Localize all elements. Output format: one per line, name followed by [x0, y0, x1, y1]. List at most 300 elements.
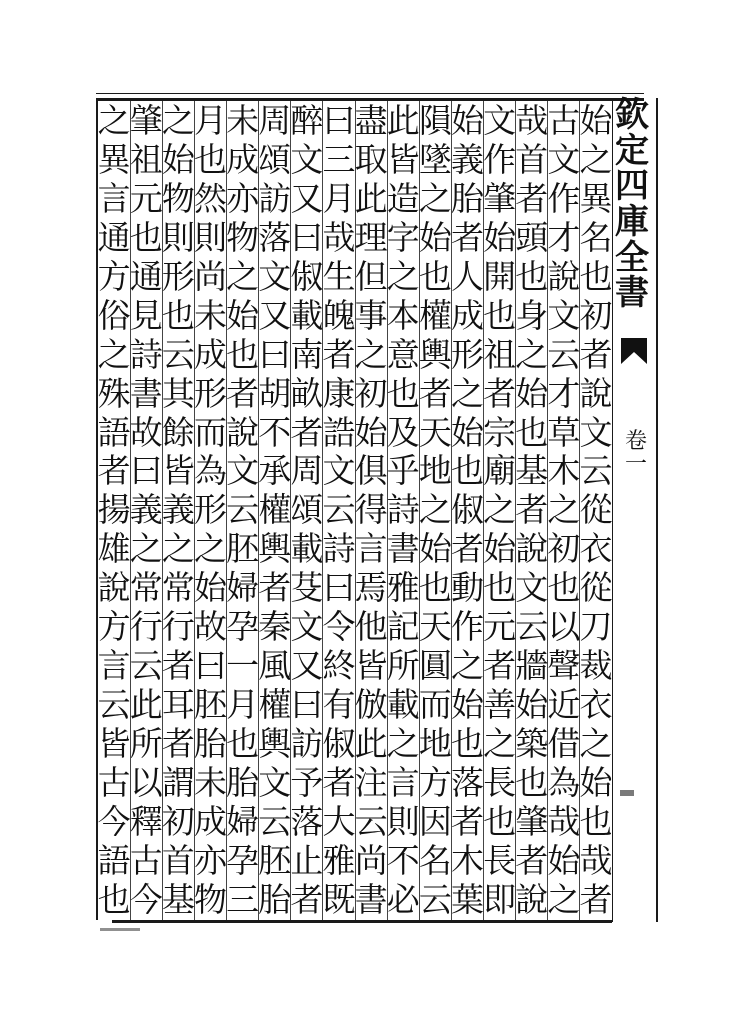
text-char: 云 — [547, 334, 581, 374]
text-char: 終 — [322, 646, 356, 686]
text-char: 常 — [161, 568, 195, 608]
text-char: 權 — [258, 490, 292, 530]
text-char: 者 — [515, 840, 549, 880]
text-char: 周 — [290, 451, 324, 491]
text-char: 曰 — [322, 101, 356, 140]
text-char: 以 — [129, 762, 163, 802]
text-char: 物 — [161, 178, 195, 218]
text-char: 之 — [450, 373, 484, 413]
text-char: 開 — [483, 256, 517, 296]
text-char: 之 — [579, 139, 613, 179]
text-char: 詩 — [386, 490, 420, 530]
text-char: 餘 — [161, 412, 195, 452]
text-char: 廟 — [483, 451, 517, 491]
text-char: 說 — [515, 529, 549, 569]
text-char: 始 — [418, 217, 452, 257]
text-char: 長 — [483, 762, 517, 802]
text-char: 言 — [97, 646, 131, 686]
text-char: 皆 — [354, 646, 388, 686]
text-char: 未 — [193, 762, 227, 802]
text-char: 才 — [547, 217, 581, 257]
text-char: 也 — [579, 256, 613, 296]
text-char: 也 — [515, 412, 549, 452]
text-char: 草 — [547, 412, 581, 452]
text-char: 語 — [97, 412, 131, 452]
text-char: 牆 — [515, 646, 549, 686]
book-title-char: 庫 — [615, 202, 649, 243]
text-char: 者 — [450, 801, 484, 841]
text-char: 也 — [483, 568, 517, 608]
text-char: 始 — [579, 762, 613, 802]
text-char: 成 — [450, 295, 484, 335]
text-char: 輿 — [418, 334, 452, 374]
text-char: 曰 — [258, 334, 292, 374]
text-char: 云 — [258, 801, 292, 841]
text-char: 始 — [515, 373, 549, 413]
text-char: 之 — [97, 101, 131, 140]
text-char: 落 — [258, 217, 292, 257]
text-char: 文 — [290, 139, 324, 179]
text-char: 言 — [97, 178, 131, 218]
text-char: 曰 — [290, 685, 324, 725]
text-char: 之 — [450, 646, 484, 686]
text-char: 作 — [547, 178, 581, 218]
text-char: 也 — [547, 568, 581, 608]
text-char: 此 — [129, 685, 163, 725]
text-char: 始 — [483, 529, 517, 569]
text-char: 者 — [161, 646, 195, 686]
text-char: 義 — [450, 139, 484, 179]
text-char: 始 — [547, 840, 581, 880]
text-char: 風 — [258, 646, 292, 686]
text-char: 尚 — [193, 256, 227, 296]
text-char: 未 — [193, 295, 227, 335]
text-char: 圓 — [418, 646, 452, 686]
text-char: 文 — [547, 295, 581, 335]
text-char: 人 — [450, 256, 484, 296]
book-title-char: 定 — [615, 130, 649, 171]
text-char: 哉 — [579, 840, 613, 880]
text-char: 權 — [258, 685, 292, 725]
text-char: 故 — [129, 412, 163, 452]
text-char: 者 — [226, 373, 260, 413]
text-char: 俶 — [290, 256, 324, 296]
text-char: 秦 — [258, 607, 292, 647]
text-char: 書 — [354, 879, 388, 919]
text-char: 也 — [226, 724, 260, 763]
text-char: 曰 — [193, 646, 227, 686]
text-char: 事 — [354, 295, 388, 335]
text-char: 之 — [579, 724, 613, 763]
text-char: 書 — [386, 529, 420, 569]
text-char: 肇 — [129, 101, 163, 140]
text-char: 婦 — [226, 568, 260, 608]
text-char: 為 — [193, 451, 227, 491]
text-char: 古 — [129, 840, 163, 880]
text-char: 魄 — [322, 295, 356, 335]
text-char: 落 — [450, 762, 484, 802]
text-char: 俶 — [450, 490, 484, 530]
text-char: 作 — [450, 607, 484, 647]
text-char: 之 — [418, 178, 452, 218]
text-char: 之 — [97, 334, 131, 374]
text-char: 尚 — [354, 840, 388, 880]
text-char: 月 — [322, 178, 356, 218]
text-char: 孕 — [226, 840, 260, 880]
text-char: 方 — [97, 256, 131, 296]
text-char: 則 — [193, 217, 227, 257]
text-char: 胎 — [226, 762, 260, 802]
text-char: 曰 — [129, 451, 163, 491]
text-char: 不 — [386, 840, 420, 880]
text-char: 必 — [386, 879, 420, 919]
text-char: 也 — [161, 295, 195, 335]
text-char: 近 — [547, 685, 581, 725]
text-char: 文 — [322, 451, 356, 491]
text-char: 胡 — [258, 373, 292, 413]
text-char: 初 — [579, 295, 613, 335]
text-char: 物 — [193, 879, 227, 919]
text-char: 有 — [322, 685, 356, 725]
text-char: 所 — [129, 724, 163, 763]
text-char: 芟 — [290, 568, 324, 608]
text-char: 者 — [161, 724, 195, 763]
text-char: 然 — [193, 178, 227, 218]
text-char: 及 — [386, 412, 420, 452]
text-char: 文 — [290, 607, 324, 647]
text-char: 名 — [579, 217, 613, 257]
text-char: 物 — [226, 217, 260, 257]
text-char: 頭 — [515, 217, 549, 257]
text-char: 文 — [226, 451, 260, 491]
text-char: 也 — [450, 451, 484, 491]
text-char: 輿 — [258, 529, 292, 569]
text-char: 之 — [354, 334, 388, 374]
text-char: 誥 — [322, 412, 356, 452]
text-char: 也 — [129, 217, 163, 257]
text-char: 始 — [579, 101, 613, 140]
text-char: 載 — [290, 529, 324, 569]
text-char: 也 — [579, 801, 613, 841]
text-char: 始 — [450, 101, 484, 140]
text-char: 木 — [547, 451, 581, 491]
text-char: 者 — [450, 217, 484, 257]
text-char: 雅 — [386, 568, 420, 608]
text-char: 記 — [386, 607, 420, 647]
text-char: 始 — [450, 685, 484, 725]
text-char: 木 — [450, 840, 484, 880]
text-char: 異 — [97, 139, 131, 179]
text-char: 天 — [418, 607, 452, 647]
text-char: 也 — [515, 256, 549, 296]
text-char: 說 — [579, 373, 613, 413]
text-char: 也 — [515, 762, 549, 802]
text-char: 云 — [515, 607, 549, 647]
text-char: 言 — [354, 529, 388, 569]
text-char: 大 — [322, 801, 356, 841]
text-char: 胎 — [258, 879, 292, 919]
text-char: 者 — [515, 178, 549, 218]
text-char: 築 — [515, 724, 549, 763]
text-char: 他 — [354, 607, 388, 647]
text-char: 始 — [161, 139, 195, 179]
text-char: 也 — [483, 801, 517, 841]
text-char: 祖 — [483, 334, 517, 374]
text-char: 說 — [97, 568, 131, 608]
text-char: 此 — [386, 101, 420, 140]
text-char: 行 — [161, 607, 195, 647]
text-char: 地 — [418, 451, 452, 491]
text-char: 文 — [515, 568, 549, 608]
text-char: 載 — [290, 295, 324, 335]
text-char: 南 — [290, 334, 324, 374]
text-char: 哉 — [547, 801, 581, 841]
text-char: 皆 — [386, 139, 420, 179]
text-char: 文 — [483, 101, 517, 140]
text-char: 者 — [322, 334, 356, 374]
text-char: 之 — [386, 256, 420, 296]
text-char: 從 — [579, 568, 613, 608]
text-char: 雅 — [322, 840, 356, 880]
text-char: 地 — [418, 724, 452, 763]
text-char: 者 — [290, 412, 324, 452]
text-char: 始 — [483, 217, 517, 257]
text-char: 方 — [97, 607, 131, 647]
text-char: 畝 — [290, 373, 324, 413]
text-char: 云 — [161, 334, 195, 374]
text-char: 者 — [322, 762, 356, 802]
text-char: 也 — [450, 724, 484, 763]
text-char: 者 — [97, 451, 131, 491]
text-char: 耳 — [161, 685, 195, 725]
text-char: 字 — [386, 217, 420, 257]
text-char: 注 — [354, 762, 388, 802]
text-char: 婦 — [226, 801, 260, 841]
text-column — [93, 101, 136, 919]
text-char: 初 — [354, 373, 388, 413]
text-char: 此 — [354, 178, 388, 218]
text-char: 又 — [290, 178, 324, 218]
text-char: 之 — [547, 879, 581, 919]
text-char: 也 — [483, 295, 517, 335]
text-char: 但 — [354, 256, 388, 296]
text-char: 輿 — [258, 724, 292, 763]
text-char: 胎 — [450, 178, 484, 218]
text-char: 形 — [161, 256, 195, 296]
text-char: 又 — [290, 646, 324, 686]
text-char: 訪 — [258, 178, 292, 218]
text-char: 動 — [450, 568, 484, 608]
text-char: 從 — [579, 490, 613, 530]
text-char: 名 — [418, 840, 452, 880]
text-char: 說 — [547, 256, 581, 296]
text-char: 云 — [129, 646, 163, 686]
text-char: 常 — [129, 568, 163, 608]
text-char: 衣 — [579, 685, 613, 725]
text-char: 詩 — [322, 529, 356, 569]
top-border-rule-thin — [96, 93, 644, 94]
text-char: 者 — [290, 879, 324, 919]
text-char: 始 — [226, 295, 260, 335]
text-char: 義 — [129, 490, 163, 530]
text-char: 未 — [226, 101, 260, 140]
text-char: 落 — [290, 801, 324, 841]
text-char: 載 — [386, 685, 420, 725]
text-char: 異 — [579, 178, 613, 218]
text-char: 書 — [129, 373, 163, 413]
text-char: 初 — [547, 529, 581, 569]
volume-label-char: 卷 — [624, 429, 647, 454]
text-char: 隕 — [418, 101, 452, 140]
text-char: 語 — [97, 840, 131, 880]
text-char: 亦 — [226, 178, 260, 218]
text-char: 胎 — [193, 724, 227, 763]
text-char: 善 — [483, 685, 517, 725]
scan-mark — [100, 928, 140, 931]
text-char: 殊 — [97, 373, 131, 413]
text-char: 也 — [226, 334, 260, 374]
text-char: 之 — [418, 490, 452, 530]
text-char: 者 — [579, 879, 613, 919]
text-char: 成 — [193, 801, 227, 841]
text-char: 揚 — [97, 490, 131, 530]
text-char: 胚 — [226, 529, 260, 569]
text-char: 形 — [450, 334, 484, 374]
text-char: 文 — [547, 139, 581, 179]
text-char: 則 — [161, 217, 195, 257]
text-char: 謂 — [161, 762, 195, 802]
text-char: 身 — [515, 295, 549, 335]
text-char: 古 — [547, 101, 581, 140]
text-char: 也 — [418, 568, 452, 608]
text-char: 故 — [193, 607, 227, 647]
text-char: 止 — [290, 840, 324, 880]
text-char: 也 — [386, 373, 420, 413]
text-char: 文 — [258, 256, 292, 296]
text-char: 才 — [547, 373, 581, 413]
text-char: 盡 — [354, 101, 388, 140]
text-char: 哉 — [515, 101, 549, 140]
text-char: 說 — [226, 412, 260, 452]
text-char: 則 — [386, 801, 420, 841]
text-char: 之 — [226, 256, 260, 296]
text-char: 肇 — [483, 178, 517, 218]
text-char: 云 — [418, 879, 452, 919]
text-char: 首 — [515, 139, 549, 179]
text-char: 刀 — [579, 607, 613, 647]
book-title-char: 四 — [615, 166, 649, 207]
text-char: 亦 — [193, 840, 227, 880]
text-char: 詩 — [129, 334, 163, 374]
scan-mark — [620, 790, 634, 796]
text-char: 不 — [258, 412, 292, 452]
text-char: 墜 — [418, 139, 452, 179]
text-char: 云 — [322, 490, 356, 530]
text-char: 胚 — [258, 840, 292, 880]
margin-divider-right — [656, 98, 658, 922]
text-char: 乎 — [386, 451, 420, 491]
text-char: 始 — [354, 412, 388, 452]
text-char: 首 — [161, 840, 195, 880]
text-char: 理 — [354, 217, 388, 257]
text-char: 意 — [386, 334, 420, 374]
text-char: 之 — [129, 529, 163, 569]
book-title-char: 全 — [615, 237, 649, 278]
text-char: 頌 — [258, 139, 292, 179]
text-char: 云 — [226, 490, 260, 530]
text-char: 也 — [97, 879, 131, 919]
text-char: 又 — [258, 295, 292, 335]
text-char: 者 — [483, 646, 517, 686]
text-char: 形 — [193, 373, 227, 413]
text-char: 成 — [193, 334, 227, 374]
text-char: 一 — [226, 646, 260, 686]
text-char: 者 — [450, 529, 484, 569]
text-char: 者 — [483, 373, 517, 413]
text-char: 本 — [386, 295, 420, 335]
text-char: 釋 — [129, 801, 163, 841]
text-char: 皆 — [161, 451, 195, 491]
text-char: 所 — [386, 646, 420, 686]
text-char: 予 — [290, 762, 324, 802]
text-char: 此 — [354, 724, 388, 763]
book-title-char: 欽 — [615, 95, 649, 135]
text-char: 今 — [97, 801, 131, 841]
text-char: 生 — [322, 256, 356, 296]
text-char: 月 — [193, 101, 227, 140]
text-char: 成 — [226, 139, 260, 179]
text-char: 俶 — [322, 724, 356, 763]
text-char: 今 — [129, 879, 163, 919]
text-char: 肇 — [515, 801, 549, 841]
text-char: 之 — [483, 490, 517, 530]
text-char: 既 — [322, 879, 356, 919]
text-char: 康 — [322, 373, 356, 413]
text-char: 也 — [193, 139, 227, 179]
text-char: 孕 — [226, 607, 260, 647]
text-char: 者 — [579, 334, 613, 374]
text-char: 聲 — [547, 646, 581, 686]
text-char: 天 — [418, 412, 452, 452]
text-char: 宗 — [483, 412, 517, 452]
text-char: 三 — [322, 139, 356, 179]
text-char: 俱 — [354, 451, 388, 491]
text-char: 云 — [354, 801, 388, 841]
text-char: 哉 — [322, 217, 356, 257]
text-char: 元 — [129, 178, 163, 218]
text-char: 作 — [483, 139, 517, 179]
text-char: 取 — [354, 139, 388, 179]
text-char: 醉 — [290, 101, 324, 140]
text-char: 之 — [193, 529, 227, 569]
text-char: 衣 — [579, 529, 613, 569]
text-char: 三 — [226, 879, 260, 919]
text-char: 也 — [418, 256, 452, 296]
text-char: 始 — [450, 412, 484, 452]
text-char: 而 — [418, 685, 452, 725]
text-char: 之 — [161, 101, 195, 140]
text-char: 云 — [97, 685, 131, 725]
text-char: 而 — [193, 412, 227, 452]
text-char: 文 — [579, 412, 613, 452]
text-char: 方 — [418, 762, 452, 802]
book-title-char: 書 — [615, 273, 649, 314]
text-char: 之 — [161, 529, 195, 569]
text-char: 以 — [547, 607, 581, 647]
text-char: 者 — [418, 373, 452, 413]
text-char: 云 — [579, 451, 613, 491]
text-char: 言 — [386, 762, 420, 802]
